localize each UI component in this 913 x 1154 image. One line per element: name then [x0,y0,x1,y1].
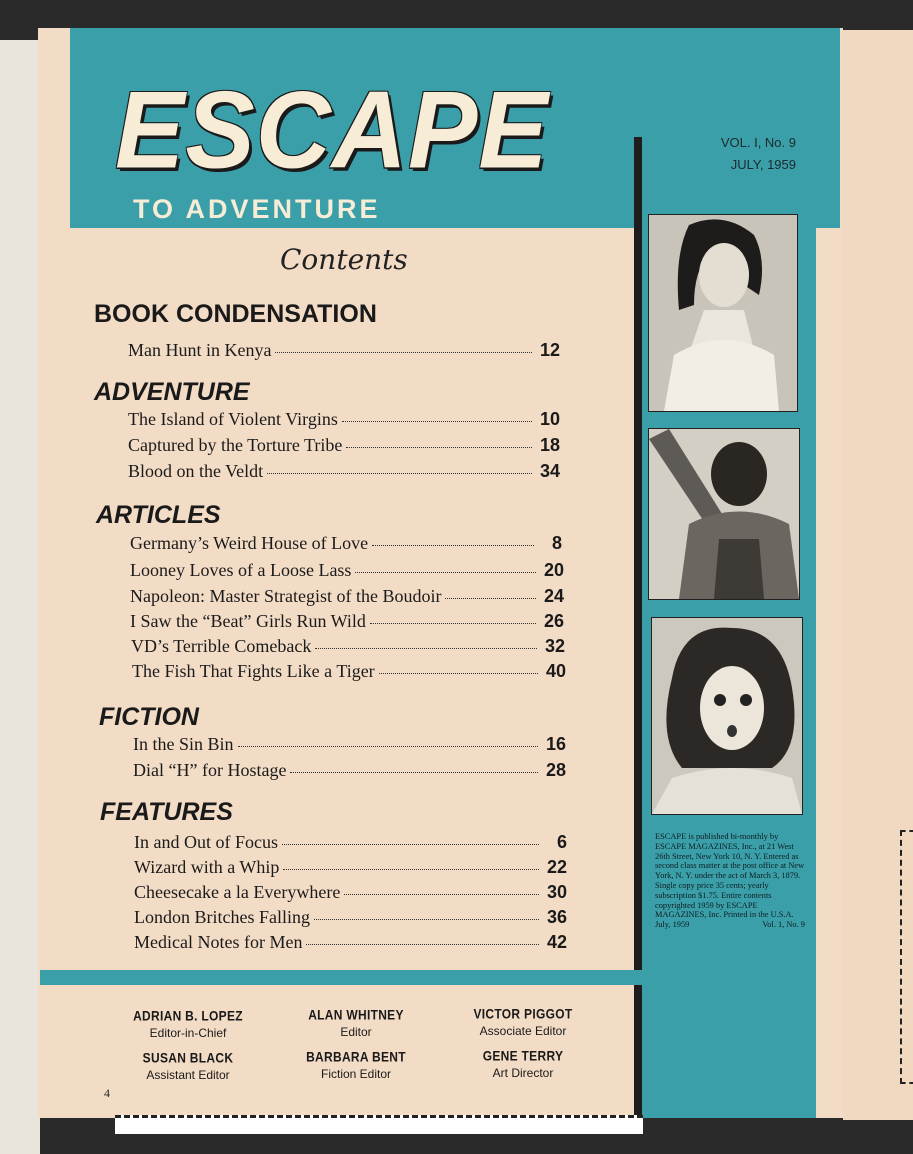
issue-info [700,132,796,176]
toc-entry-page: 36 [546,907,567,927]
toc-entry-page: 28 [545,760,566,780]
staff-role: Associate Editor [479,1024,567,1038]
volume-number: VOL. I, No. 9 [720,135,796,150]
toc-entry-title: I Saw the “Beat” Girls Run Wild [130,611,366,631]
toc-entry[interactable] [131,636,565,657]
toc-entry-title: The Fish That Fights Like a Tiger [132,661,375,681]
section-title-book-condensation: BOOK CONDENSATION [94,300,377,328]
toc-entry-title: Man Hunt in Kenya [128,340,272,360]
toc-entry-title: Dial “H” for Hostage [133,760,287,780]
toc-entry-page: 6 [556,832,567,852]
staff-name: SUSAN BLACK [142,1049,234,1067]
toc-entry-title: London Britches Falling [134,907,310,927]
staff-role: Editor-in-Chief [149,1026,227,1040]
page-number: 4 [104,1086,110,1100]
toc-entry-page: 42 [546,932,567,952]
staff-role: Fiction Editor [320,1067,392,1081]
toc-entry-page: 22 [546,857,567,877]
staff-credit [271,1008,441,1039]
staff-credit [438,1007,608,1038]
toc-entry-title: VD’s Terrible Comeback [131,636,312,656]
publication-date: July, 1959 [655,920,690,930]
staff-credit [271,1050,441,1081]
photo-surprised-woman [651,617,803,815]
toc-entry-page: 12 [539,340,560,360]
section-title-adventure: ADVENTURE [94,378,250,406]
toc-entry[interactable] [134,932,567,953]
toc-entry[interactable] [128,435,560,456]
toc-entry-title: Germany’s Weird House of Love [130,533,369,553]
staff-name: VICTOR PIGGOT [473,1005,573,1023]
toc-entry[interactable] [134,907,567,928]
toc-entry[interactable] [130,586,564,607]
toc-entry-title: Napoleon: Master Strategist of the Boudoir [130,586,442,606]
staff-role: Assistant Editor [146,1068,230,1082]
torn-stamp-strip [115,1115,643,1134]
publication-notice [655,832,805,930]
publication-volume: Vol. 1, No. 9 [762,920,805,930]
toc-entry-title: Cheesecake a la Everywhere [134,882,341,902]
toc-entry[interactable] [130,533,562,554]
staff-role: Art Director [492,1066,554,1080]
scan-background [0,40,40,1154]
magazine-title: ESCAPE [115,70,549,192]
photo-man-with-machete [648,428,800,600]
toc-entry-page: 10 [539,409,560,429]
staff-credit [103,1009,273,1040]
footer-stripe [40,970,750,985]
toc-entry[interactable] [128,409,560,430]
toc-entry[interactable] [133,760,566,781]
toc-entry-title: Looney Loves of a Loose Lass [130,560,352,580]
toc-entry-page: 8 [551,533,562,553]
staff-name: ALAN WHITNEY [308,1006,404,1024]
toc-entry[interactable] [134,857,567,878]
section-title-articles: ARTICLES [96,501,221,529]
toc-entry-page: 16 [545,734,566,754]
issue-date: JULY, 1959 [730,157,796,172]
toc-entry[interactable] [133,734,566,755]
section-title-features: FEATURES [100,798,233,826]
toc-entry-page: 40 [545,661,566,681]
toc-entry-page: 26 [543,611,564,631]
toc-entry-title: Captured by the Torture Tribe [128,435,343,455]
adjacent-page-mark [900,830,913,1084]
toc-entry[interactable] [134,832,567,853]
staff-credit [438,1049,608,1080]
photo-woman-head-back [648,214,798,412]
toc-entry[interactable] [132,661,566,682]
toc-entry-title: The Island of Violent Virgins [128,409,338,429]
toc-entry[interactable] [130,560,564,581]
toc-entry-title: Blood on the Veldt [128,461,264,481]
toc-entry-page: 24 [543,586,564,606]
contents-heading: Contents [280,243,408,276]
toc-entry-page: 18 [539,435,560,455]
toc-entry[interactable] [134,882,567,903]
toc-entry-title: Medical Notes for Men [134,932,303,952]
magazine-subtitle: TO ADVENTURE [133,194,381,224]
staff-credit [103,1051,273,1082]
toc-entry[interactable] [128,340,560,361]
toc-entry-page: 20 [543,560,564,580]
toc-entry-title: In and Out of Focus [134,832,278,852]
staff-name: GENE TERRY [482,1047,564,1065]
toc-entry[interactable] [130,611,564,632]
toc-entry-title: Wizard with a Whip [134,857,280,877]
toc-entry-page: 30 [546,882,567,902]
toc-entry-page: 34 [539,461,560,481]
toc-entry-title: In the Sin Bin [133,734,234,754]
staff-name: BARBARA BENT [306,1048,406,1066]
staff-role: Editor [340,1025,372,1039]
toc-entry[interactable] [128,461,560,482]
publication-notice-text: ESCAPE is published bi-monthly by ESCAPE MAGAZINES, Inc., at 21 West 26th Street, New York 10, N. Y. Entered as second class matter at the post office at New York, N. Y. under the act of March 3, 1879. Single copy price 35 cents; yearly subscription $1.75. Entire contents copyrighted 1959 by ESCAPE MAGAZINES, Inc. Printed in the U.S.A. [655,832,805,920]
section-title-fiction: FICTION [99,703,199,731]
toc-entry-page: 32 [544,636,565,656]
staff-name: ADRIAN B. LOPEZ [133,1007,243,1025]
